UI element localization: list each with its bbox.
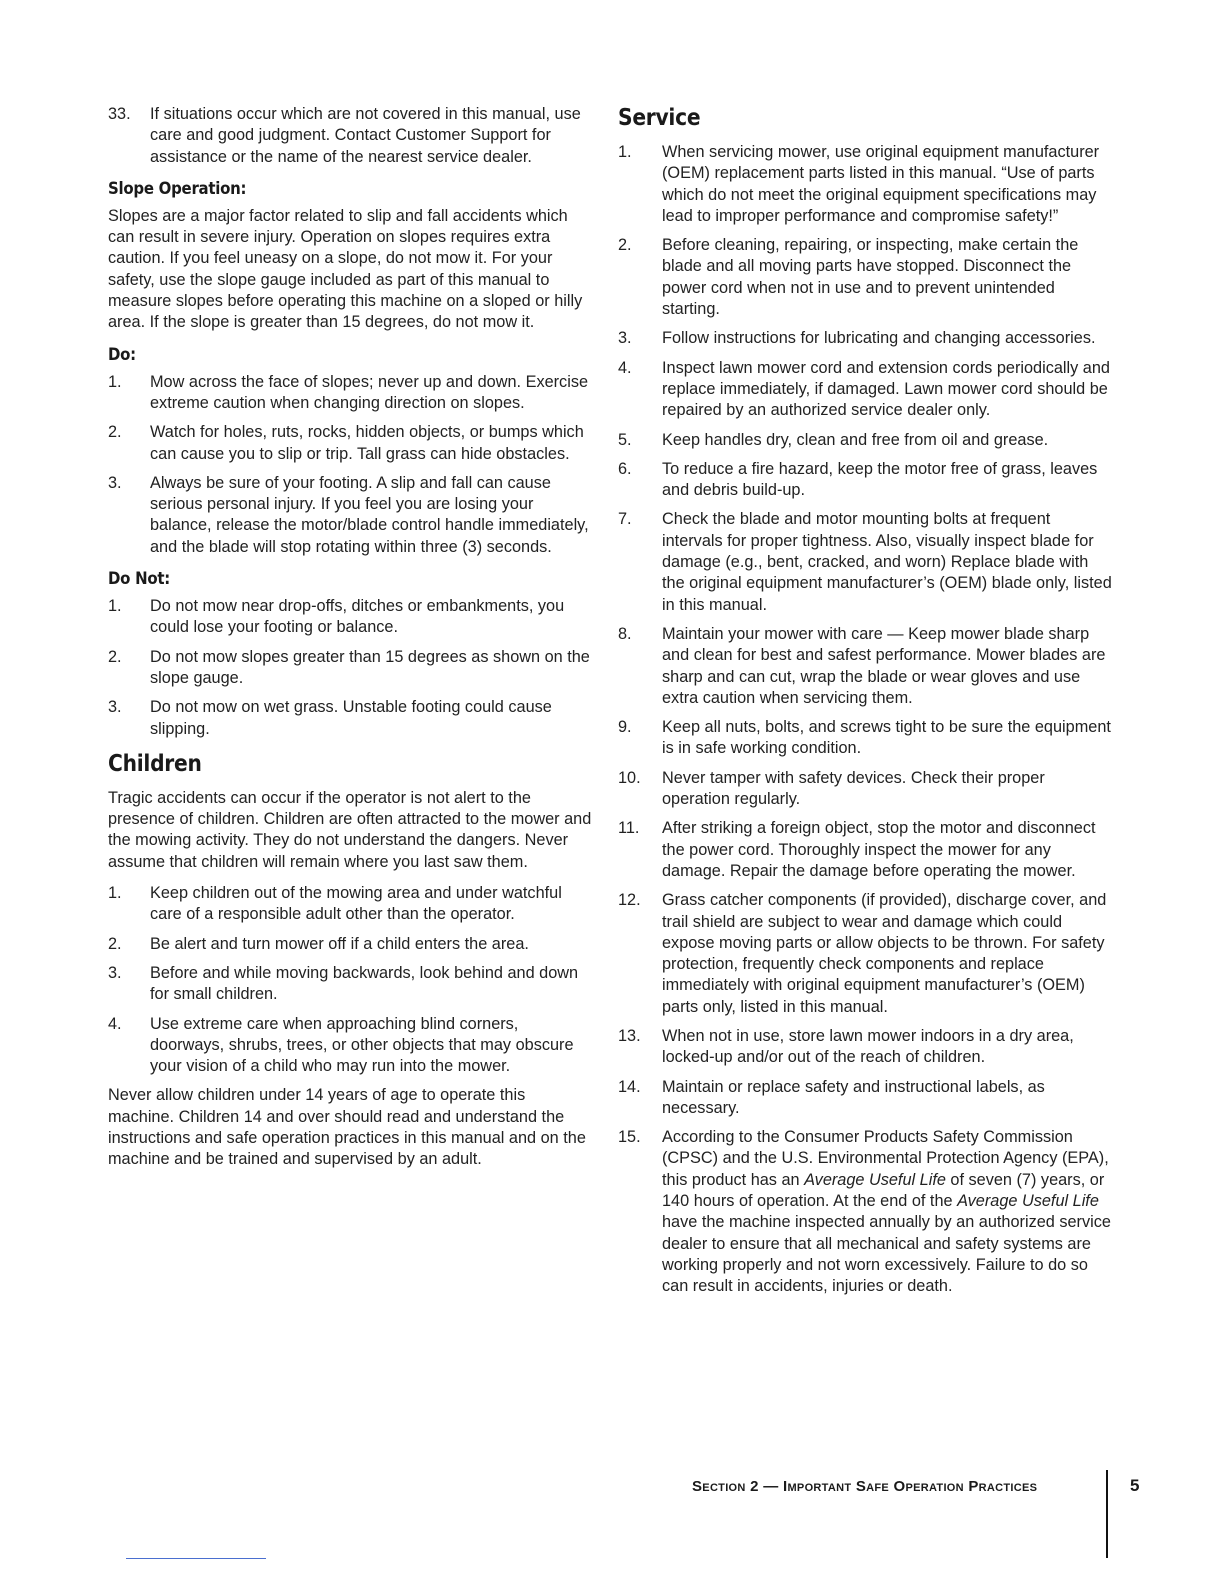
item-text-part: of seven (7) years, or 140 hours of operation. At the end of the (662, 1170, 1105, 1211)
list-item (618, 430, 1112, 451)
bottom-rule (126, 1558, 266, 1559)
item-number: 3. (108, 473, 122, 492)
item-number: 1. (108, 597, 122, 616)
item-number: 2. (108, 647, 122, 666)
item-number: 1. (108, 884, 122, 903)
do-not-list (108, 596, 594, 740)
list-item (108, 963, 594, 1006)
list-item (618, 890, 1112, 1018)
children-closing-paragraph: Never allow children under 14 years of age to operate this machine. Children 14 and over should read and understand the instructions and safe operation practices in this manual and on the machine and be trained and supervised by an adult. (108, 1086, 586, 1169)
list-item (108, 422, 594, 465)
item-text: Before cleaning, repairing, or inspecting, make certain the blade and all moving parts have stopped. Disconnect the power cord when not in use and to prevent unintended starting. (662, 236, 1079, 319)
service-heading: Service (618, 105, 701, 131)
average-useful-life-term: Average Useful Life (804, 1170, 946, 1189)
item-number: 2. (618, 236, 632, 255)
list-item (108, 647, 594, 690)
do-list (108, 372, 594, 558)
item-text: Keep handles dry, clean and free from oil and grease. (662, 430, 1049, 449)
list-item (618, 1026, 1112, 1069)
slope-operation-paragraph: Slopes are a major factor related to slip and fall accidents which can result in severe injury. Operation on slopes requires extra caution. If you feel uneasy on a slope, do not mow it. For your safety, use the slope gauge included as part of this manual to measure slopes before operating this machine on a sloped or hilly area. If the slope is greater than 15 degrees, do not mow it. (108, 206, 583, 332)
list-item (108, 473, 594, 558)
item-text: Do not mow near drop-offs, ditches or embankments, you could lose your footing or balance. (150, 597, 565, 637)
item-number: 5. (618, 430, 632, 449)
list-item (618, 235, 1112, 320)
item-number: 1. (618, 143, 632, 161)
item-number: 14. (618, 1077, 641, 1096)
item-text: After striking a foreign object, stop the motor and disconnect the power cord. Thoroughly inspect the mower for any damage. Repair the damage before operating the mower. (662, 819, 1096, 880)
item-text: Use extreme care when approaching blind corners, doorways, shrubs, trees, or other objects that may obscure your vision of a child who may run into the mower. (150, 1014, 574, 1076)
children-heading: Children (108, 750, 202, 777)
item-number: 9. (618, 718, 632, 737)
item-number: 7. (618, 510, 632, 529)
list-item (618, 818, 1112, 882)
item-number: 3. (108, 963, 122, 982)
item-text: If situations occur which are not covered in this manual, use care and good judgment. Contact Customer Support for assistance or the name of the nearest service dealer. (150, 105, 581, 166)
list-item-15 (618, 1127, 1112, 1297)
item-number: 4. (108, 1014, 122, 1033)
item-number: 3. (618, 329, 632, 348)
item-text (662, 1127, 1112, 1297)
item-number: 15. (618, 1128, 641, 1147)
item-number: 12. (618, 891, 641, 910)
item-text-part: According to the Consumer Products Safety Commission (CPSC) and the U.S. Environmental Protection Agency (EPA), this product has an (662, 1128, 1109, 1189)
slope-operation-heading: Slope Operation: (108, 178, 247, 199)
item-number: 3. (108, 698, 122, 717)
list-item-33 (108, 104, 594, 168)
list-item (108, 1014, 594, 1078)
right-column (618, 104, 1112, 1306)
item-text: Check the blade and motor mounting bolts at frequent intervals for proper tightness. Also, visually inspect blade for damage (e.g., bent, cracked, and worn) Replace blade with the original equipment manufacturer’s (OEM) blade only, listed in this manual. (662, 510, 1112, 614)
list-item (618, 1077, 1112, 1120)
list-item (108, 697, 594, 740)
average-useful-life-term: Average Useful Life (957, 1192, 1099, 1211)
item-text: To reduce a fire hazard, keep the motor free of grass, leaves and debris build-up. (662, 459, 1098, 500)
list-item (618, 624, 1112, 709)
service-list (618, 142, 1112, 1298)
item-text: Never tamper with safety devices. Check their proper operation regularly. (662, 768, 1045, 809)
footer-divider (1106, 1470, 1108, 1558)
footer-section-title: Section 2 — Important Safe Operation Practices (692, 1478, 1038, 1495)
item-text: Always be sure of your footing. A slip and fall can cause serious personal injury. If you feel you are losing your balance, release the motor/blade control handle immediately, and the blade will stop rotating within three (3) seconds. (150, 473, 589, 556)
item-number: 2. (108, 423, 122, 442)
item-text: Maintain or replace safety and instructional labels, as necessary. (662, 1077, 1045, 1117)
item-number: 2. (108, 934, 122, 953)
list-item (618, 358, 1112, 422)
item-text: When not in use, store lawn mower indoors in a dry area, locked-up and/or out of the reach of children. (662, 1026, 1074, 1067)
item-text: Do not mow on wet grass. Unstable footing could cause slipping. (150, 698, 552, 738)
item-text-part: have the machine inspected annually by an authorized service dealer to ensure that all mechanical and safety systems are working properly and not worn excessively. Failure to do so can result in accidents, injuries or death. (662, 1213, 1111, 1296)
do-not-heading: Do Not: (108, 569, 170, 590)
item-number: 11. (618, 819, 640, 838)
item-number: 8. (618, 624, 632, 643)
item-number: 1. (108, 372, 122, 391)
item-text: Do not mow slopes greater than 15 degrees as shown on the slope gauge. (150, 647, 590, 687)
item-number: 10. (618, 768, 641, 787)
item-text: Be alert and turn mower off if a child enters the area. (150, 934, 529, 953)
item-number: 13. (618, 1026, 641, 1045)
item-number: 6. (618, 459, 632, 478)
list-item (108, 883, 594, 926)
item-text: Keep all nuts, bolts, and screws tight to be sure the equipment is in safe working condition. (662, 718, 1111, 758)
item-text: Keep children out of the mowing area and under watchful care of a responsible adult other than the operator. (150, 884, 562, 924)
item-text: Mow across the face of slopes; never up and down. Exercise extreme caution when changing direction on slopes. (150, 372, 589, 412)
item-text: When servicing mower, use original equipment manufacturer (OEM) replacement parts listed in this manual. “Use of parts which do not meet the original equipment specifications may lead to improper performance and compromise safety!” (662, 143, 1100, 225)
list-item (108, 934, 594, 955)
item-text: Maintain your mower with care — Keep mower blade sharp and clean for best and safest performance. Mower blades are sharp and can cut, wrap the blade or wear gloves and use extra caution when servicing them. (662, 624, 1106, 707)
children-paragraph: Tragic accidents can occur if the operator is not alert to the presence of children. Children are often attracted to the mower and the mowing activity. They do not understand the dangers. Never assume that children will remain where you last saw them. (108, 788, 592, 871)
item-text: Watch for holes, ruts, rocks, hidden objects, or bumps which can cause you to slip or trip. Tall grass can hide obstacles. (150, 423, 584, 463)
list-item (618, 328, 1112, 349)
item-text: Inspect lawn mower cord and extension cords periodically and replace immediately, if damaged. Lawn mower cord should be repaired by an authorized service dealer only. (662, 358, 1110, 420)
item-text: Grass catcher components (if provided), discharge cover, and trail shield are subject to wear and damage which could expose moving parts or allow objects to be thrown. For safety protection, frequently check components and replace immediately with original equipment manufacturer’s (OEM) parts only, listed in this manual. (662, 891, 1107, 1016)
list-item (618, 459, 1112, 502)
list-item (618, 142, 1112, 227)
item-number: 4. (618, 358, 632, 377)
list-item (108, 372, 594, 415)
do-heading: Do: (108, 344, 136, 365)
item-number: 33. (108, 105, 131, 123)
item-text: Follow instructions for lubricating and changing accessories. (662, 329, 1096, 348)
list-item (618, 768, 1112, 811)
list-item (618, 717, 1112, 760)
children-list (108, 883, 594, 1077)
left-column (108, 104, 594, 1181)
list-item (108, 596, 594, 639)
item-text: Before and while moving backwards, look behind and down for small children. (150, 963, 579, 1004)
page-number: 5 (1130, 1476, 1140, 1495)
list-item (618, 509, 1112, 615)
